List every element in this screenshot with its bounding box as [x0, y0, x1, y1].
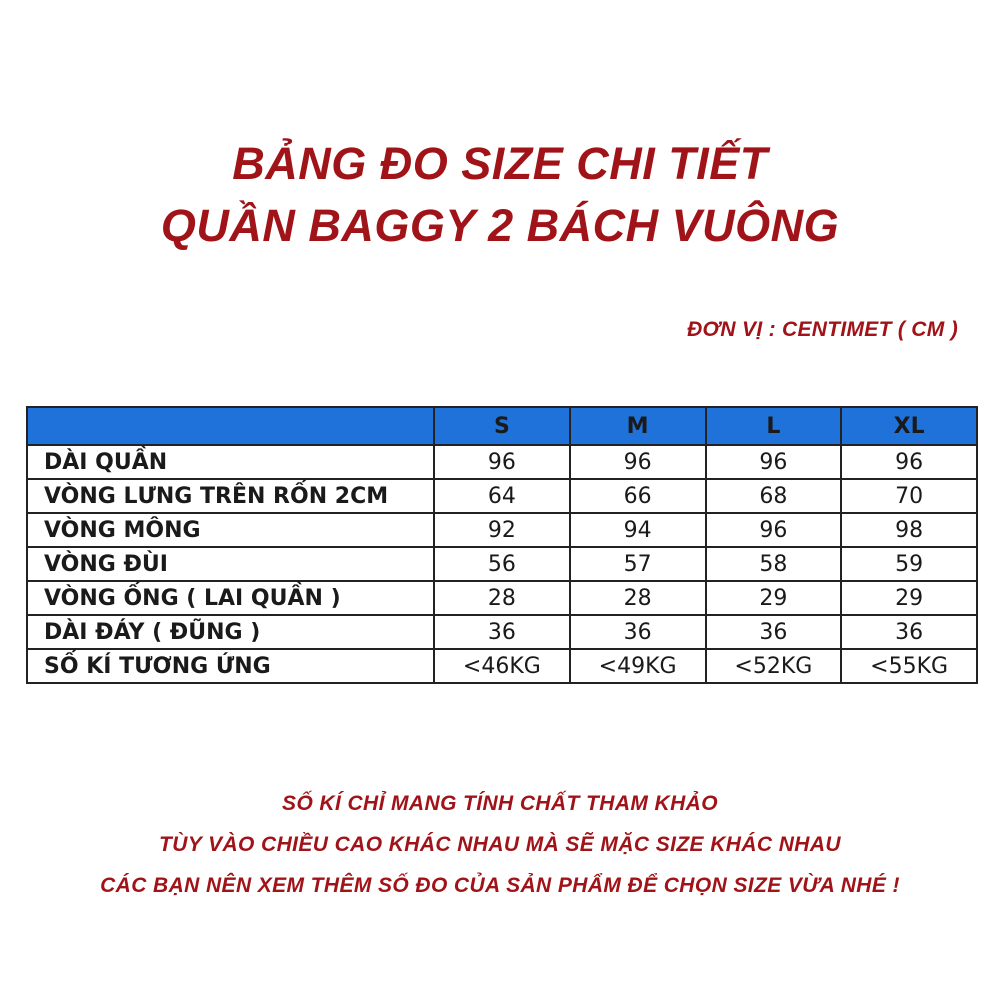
table-cell: 70	[841, 479, 977, 513]
note-line-3: CÁC BẠN NÊN XEM THÊM SỐ ĐO CỦA SẢN PHẨM ĐỂ CHỌN SIZE VỪA NHÉ !	[100, 874, 900, 897]
table-cell: 98	[841, 513, 977, 547]
table-cell: 36	[434, 615, 570, 649]
size-table	[26, 406, 978, 684]
table-cell: 29	[841, 581, 977, 615]
row-label: DÀI ĐÁY ( ĐŨNG )	[27, 615, 434, 649]
table-cell: 92	[434, 513, 570, 547]
table-header-row	[27, 407, 977, 445]
note-line-2: TÙY VÀO CHIỀU CAO KHÁC NHAU MÀ SẼ MẶC SIZE KHÁC NHAU	[159, 833, 841, 856]
table-cell: 36	[570, 615, 706, 649]
row-label: VÒNG ĐÙI	[27, 547, 434, 581]
header-cell-size-l: L	[706, 407, 842, 445]
note-line-1: SỐ KÍ CHỈ MANG TÍNH CHẤT THAM KHẢO	[282, 792, 718, 815]
table-row	[27, 479, 977, 513]
table-cell: 96	[434, 445, 570, 479]
table-cell: 96	[706, 513, 842, 547]
header-cell-size-m: M	[570, 407, 706, 445]
table-cell: 28	[570, 581, 706, 615]
page-title-line-1: BẢNG ĐO SIZE CHI TIẾT	[232, 138, 768, 189]
page-title-line-2: QUẦN BAGGY 2 BÁCH VUÔNG	[160, 200, 840, 251]
table-cell: <46KG	[434, 649, 570, 683]
row-label: VÒNG ỐNG ( LAI QUẦN )	[27, 581, 434, 615]
table-cell: 96	[706, 445, 842, 479]
table-cell: 57	[570, 547, 706, 581]
table-cell: 36	[841, 615, 977, 649]
table-cell: 36	[706, 615, 842, 649]
header-cell-size-xl: XL	[841, 407, 977, 445]
table-row	[27, 445, 977, 479]
table-cell: 58	[706, 547, 842, 581]
table-cell: 59	[841, 547, 977, 581]
unit-label: ĐƠN VỊ : CENTIMET ( CM )	[687, 318, 958, 341]
table-row	[27, 547, 977, 581]
row-label: VÒNG MÔNG	[27, 513, 434, 547]
table-cell: 68	[706, 479, 842, 513]
header-cell-size-s: S	[434, 407, 570, 445]
table-cell: 66	[570, 479, 706, 513]
row-label: VÒNG LƯNG TRÊN RỐN 2CM	[27, 479, 434, 513]
table-cell: <49KG	[570, 649, 706, 683]
table-cell: <55KG	[841, 649, 977, 683]
table-cell: <52KG	[706, 649, 842, 683]
table-cell: 64	[434, 479, 570, 513]
table-cell: 29	[706, 581, 842, 615]
table-cell: 28	[434, 581, 570, 615]
table-row	[27, 581, 977, 615]
table-cell: 94	[570, 513, 706, 547]
row-label: DÀI QUẦN	[27, 445, 434, 479]
row-label: SỐ KÍ TƯƠNG ỨNG	[27, 649, 434, 683]
table-cell: 96	[841, 445, 977, 479]
table-row	[27, 649, 977, 683]
table-cell: 56	[434, 547, 570, 581]
table-cell: 96	[570, 445, 706, 479]
table-row	[27, 513, 977, 547]
header-cell-empty	[27, 407, 434, 445]
table-row	[27, 615, 977, 649]
